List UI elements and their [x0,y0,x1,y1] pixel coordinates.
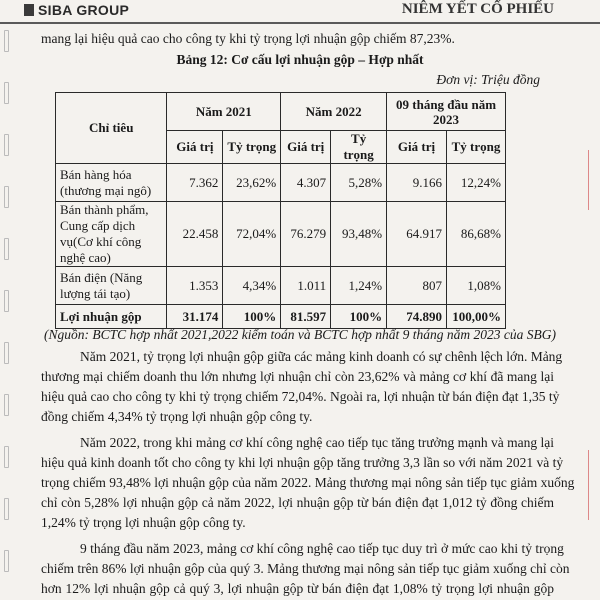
total-value: 74.890 [387,305,447,329]
binder-hole-icon [4,238,9,260]
cell-share: 72,04% [223,202,281,267]
cell-share: 1,24% [331,267,387,305]
total-share: 100,00% [446,305,505,329]
col-indicator: Chỉ tiêu [56,93,167,164]
cell-value: 1.011 [281,267,331,305]
binder-hole-icon [4,30,9,52]
sub-value: Giá trị [167,131,223,164]
binder-hole-icon [4,498,9,520]
paragraph-line: 9 tháng đầu năm 2023, mảng cơ khí công nghệ cao tiếp tục duy trì ở mức cao khi tỷ trọng [80,541,564,556]
binder-hole-icon [4,186,9,208]
paragraph-line: Năm 2022, trong khi mảng cơ khí công nghệ cao tiếp tục tăng trưởng mạnh và mang lại [80,435,554,450]
paragraph-line: chỉ còn 5,28% lợi nhuận gộp cả năm 2022, lợi nhuận gộp từ bán điện đạt 1,012 tỷ đồng chiếm [41,495,554,510]
header-title: NIÊM YẾT CỔ PHIẾU [401,1,554,17]
cell-value: 9.166 [387,164,447,202]
sub-share: Tỷ trọng [446,131,505,164]
red-stamp-icon [588,450,598,520]
sub-value: Giá trị [281,131,331,164]
binder-hole-icon [4,290,9,312]
cell-value: 4.307 [281,164,331,202]
cell-share: 5,28% [331,164,387,202]
period-2022: Năm 2022 [281,93,387,131]
binder-hole-icon [4,550,9,572]
logo-text: SIBA GROUP [38,2,130,18]
paragraph-line: chiếm trên 86% lợi nhuận gộp của quý 3. Mảng thương mại nông sản tiếp tục giảm xuống chỉ còn [41,561,570,576]
paragraph-line: hơn 12% lợi nhuận gộp cả quý 3, lợi nhuận gộp từ bán điện đạt 1,08% tỷ trọng lợi nhuận gộp [41,581,554,596]
table-title: Bảng 12: Cơ cấu lợi nhuận gộp – Hợp nhất [176,52,424,67]
binder-margin [0,30,14,600]
cell-share: 86,68% [446,202,505,267]
row-label: Bán hàng hóa (thương mại ngô) [56,164,167,202]
red-stamp-icon [588,150,598,210]
logo-icon [24,4,34,16]
paragraph-line: hiệu quả kinh doanh tốt cho công ty khi lợi nhuận gộp tăng trưởng 3,3 lần so với năm 2021 và tỷ [41,455,564,470]
table-header-row [56,93,506,131]
total-share: 100% [331,305,387,329]
cell-share: 12,24% [446,164,505,202]
total-value: 81.597 [281,305,331,329]
period-2021: Năm 2021 [167,93,281,131]
unit-label: Đơn vị: Triệu đồng [436,72,540,87]
table-total-row [56,305,506,329]
company-logo [24,2,129,18]
binder-hole-icon [4,394,9,416]
paragraph-line: 1,24% tỷ trọng lợi nhuận gộp công ty. [41,515,246,530]
total-label: Lợi nhuận gộp [56,305,167,329]
table-row [56,164,506,202]
binder-hole-icon [4,134,9,156]
paragraph-line: trọng chiếm 93,48% lợi nhuận gộp của năm 2022. Mảng thương mại nông sản tiếp tục giảm xuống [41,475,575,490]
page-header [0,0,600,24]
table-row [56,202,506,267]
cell-value: 64.917 [387,202,447,267]
cell-share: 23,62% [223,164,281,202]
total-value: 31.174 [167,305,223,329]
gross-profit-table [55,92,506,329]
binder-hole-icon [4,342,9,364]
paragraph-line: thương mại chiếm doanh thu lớn nhưng lợi nhuận chỉ còn 23,62% và mảng cơ khí đã mang lại [41,369,554,384]
binder-hole-icon [4,446,9,468]
row-label: Bán thành phẩm, Cung cấp dịch vụ(Cơ khí công nghệ cao) [56,202,167,267]
table-row [56,267,506,305]
cell-value: 1.353 [167,267,223,305]
total-share: 100% [223,305,281,329]
cell-value: 807 [387,267,447,305]
paragraph-line: hiệu quả cao cho công ty khi tỷ trọng chiếm 72,04%. Ngoài ra, lợi nhuận từ bán điện đạt 1,35 tỷ [41,389,560,404]
cell-share: 4,34% [223,267,281,305]
binder-hole-icon [4,82,9,104]
sub-value: Giá trị [387,131,447,164]
cell-value: 76.279 [281,202,331,267]
cell-share: 1,08% [446,267,505,305]
row-label: Bán điện (Năng lượng tái tạo) [56,267,167,305]
cell-value: 22.458 [167,202,223,267]
paragraph-line: đồng chiếm 4,34% tỷ trọng lợi nhuận gộp công ty. [41,409,313,424]
source-note: (Nguồn: BCTC hợp nhất 2021,2022 kiểm toán và BCTC hợp nhất 9 tháng năm 2023 của SBG) [43,327,557,342]
sub-share: Tỷ trọng [331,131,387,164]
period-9m-2023: 09 tháng đầu năm 2023 [387,93,506,131]
cell-share: 93,48% [331,202,387,267]
paragraph-line: Năm 2021, tỷ trọng lợi nhuận gộp giữa các mảng kinh doanh có sự chênh lệch lớn. Mảng [80,349,563,364]
intro-line: mang lại hiệu quả cao cho công ty khi tỷ trọng lợi nhuận gộp chiếm 87,23%. [41,31,455,46]
sub-share: Tỷ trọng [223,131,281,164]
cell-value: 7.362 [167,164,223,202]
